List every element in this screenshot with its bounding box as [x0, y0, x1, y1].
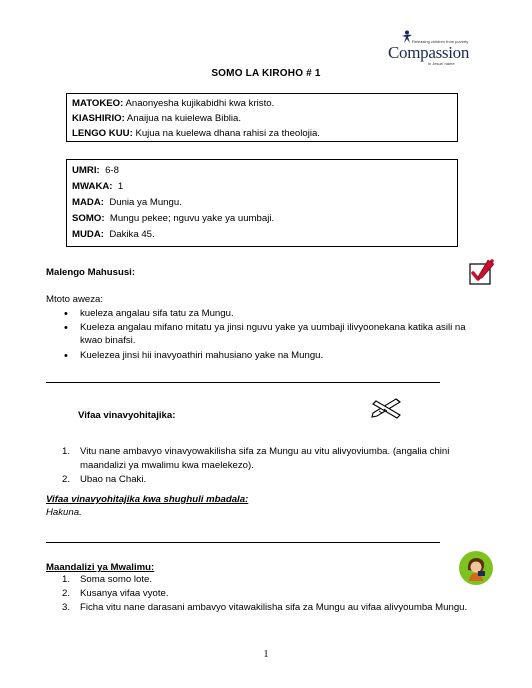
row-value: Dunia ya Mungu.	[109, 197, 182, 208]
row-label: UMRI:	[72, 165, 100, 176]
list-text: Ubao na Chaki.	[80, 474, 147, 485]
row-value: Anaonyesha kujikabidhi kwa kristo.	[125, 98, 275, 109]
section-divider	[46, 382, 440, 383]
materials-list	[62, 445, 492, 487]
list-item	[62, 473, 492, 487]
objectives-list	[62, 349, 482, 363]
row-label: MUDA:	[72, 229, 104, 240]
row-value: Anaijua na kuielewa Biblia.	[126, 113, 242, 124]
logo-wordmark: Compassion	[388, 43, 470, 62]
list-item	[62, 587, 512, 601]
pencil-marker-icon	[370, 395, 406, 419]
logo-tagline: Releasing children from poverty	[412, 39, 469, 44]
list-item: • kueleza angalau sifa tatu za Mungu.	[62, 307, 482, 321]
list-item	[62, 573, 512, 587]
row-value: Kujua na kuelewa dhana rahisi za theolojia.	[135, 128, 320, 139]
list-number: 3.	[62, 602, 71, 613]
list-text: Vitu nane ambavyo vinavyowakilisha sifa za Mungu au vitu alivyoviumba. (angalia chini	[80, 446, 450, 457]
objectives-heading: Malengo Mahususi:	[46, 267, 136, 278]
list-text: Ficha vitu nane darasani ambavyo vitawakilisha sifa za Mungu au vifaa alivyoumba Mungu.	[80, 602, 468, 613]
topic-row	[72, 195, 452, 211]
indicator-row	[72, 111, 452, 126]
lesson-info-box	[66, 159, 458, 247]
page-title: SOMO LA KIROHO # 1	[211, 68, 321, 79]
list-text: Soma somo lote.	[80, 574, 152, 585]
row-value: Mungu pekee; nguvu yake ya uumbaji.	[109, 213, 275, 224]
row-value: Dakika 45.	[109, 229, 155, 240]
outcome-box	[66, 93, 458, 142]
list-text: Kusanya vifaa vyote.	[80, 588, 169, 599]
list-number: 2.	[62, 588, 71, 599]
row-label: KIASHIRIO:	[72, 113, 125, 124]
objectives-list	[62, 307, 482, 335]
section-divider	[46, 542, 440, 543]
alt-materials-value: Hakuna.	[46, 507, 82, 518]
age-row	[72, 163, 452, 179]
year-row	[72, 179, 452, 195]
page-number: 1	[263, 649, 269, 660]
prep-list	[62, 573, 512, 615]
list-item: • Kuelezea jinsi hii inavyoathiri mahusiano yake na Mungu.	[62, 349, 482, 363]
row-label: MATOKEO:	[72, 98, 124, 109]
main-goal-row	[72, 126, 452, 141]
row-value: 6-8	[105, 165, 119, 176]
row-label: MADA:	[72, 197, 104, 208]
logo-subtitle: in Jesus' name	[428, 61, 455, 66]
row-label: SOMO:	[72, 213, 105, 224]
lesson-row	[72, 211, 452, 227]
row-label: LENGO KUU:	[72, 128, 133, 139]
list-text: maandalizi ya mwalimu kwa maelekezo).	[80, 460, 254, 471]
alt-materials-heading: Vifaa vinavyohitajika kwa shughuli mbadala:	[46, 494, 249, 505]
list-number: 2.	[62, 474, 71, 485]
objectives-intro: Mtoto aweza:	[46, 294, 104, 305]
row-value: 1	[117, 181, 124, 192]
list-number: 1.	[62, 574, 71, 585]
row-label: MWAKA:	[72, 181, 113, 192]
list-item	[62, 601, 512, 615]
duration-row	[72, 227, 452, 243]
checklist-pen-icon	[466, 258, 496, 286]
list-item: • Kueleza angalau mifano mitatu ya jinsi nguvu yake ya uumbaji ilivyoonekana katika asili na	[62, 321, 482, 335]
list-item-continuation: kwao binafsi.	[80, 335, 136, 346]
compassion-logo	[388, 30, 488, 70]
prep-heading: Maandalizi ya Mwalimu:	[46, 562, 155, 573]
materials-heading: Vifaa vinavyohitajika:	[78, 410, 176, 421]
outcome-row	[72, 96, 452, 111]
list-item	[62, 445, 492, 473]
list-number: 1.	[62, 446, 71, 457]
